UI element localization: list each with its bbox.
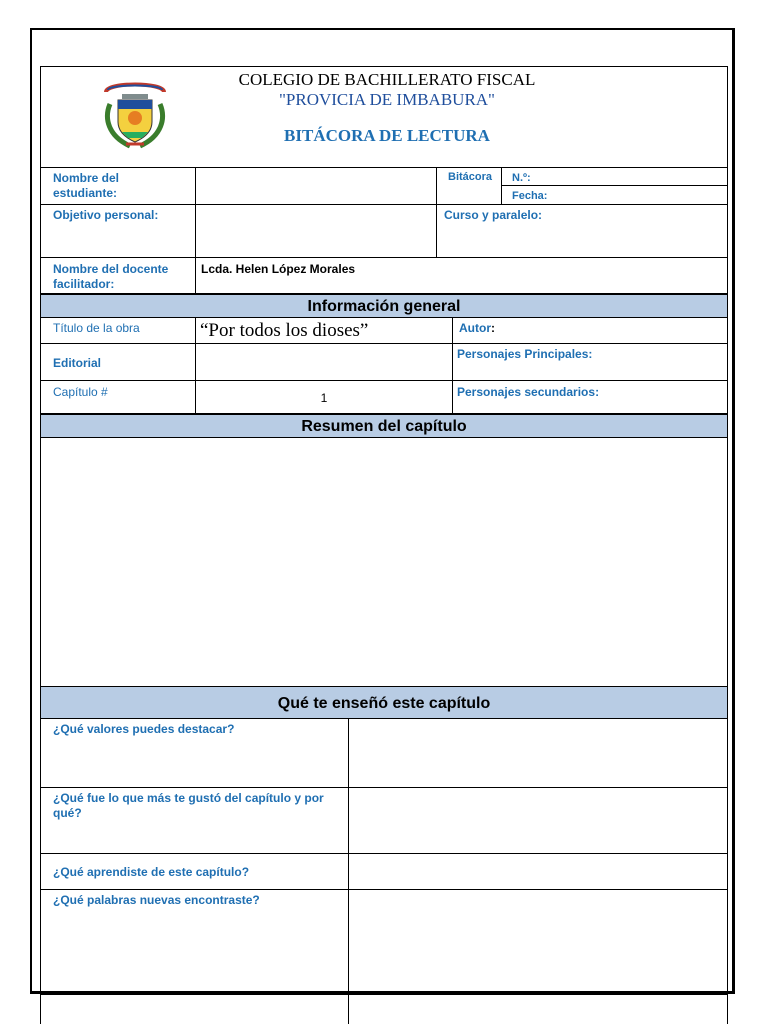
bitacora-label: Bitácora	[448, 171, 493, 183]
summary-field[interactable]	[40, 437, 728, 687]
question-learned: ¿Qué aprendiste de este capítulo?	[53, 865, 250, 879]
student-name-label: Nombre del estudiante:	[53, 171, 120, 200]
summary-heading: Resumen del capítulo	[40, 414, 728, 438]
main-characters-label: Personajes Principales:	[457, 347, 593, 361]
course-label: Curso y paralelo:	[444, 208, 543, 222]
answer-learned[interactable]	[349, 854, 727, 889]
general-info-heading: Información general	[40, 294, 728, 318]
work-title-label: Título de la obra	[53, 321, 140, 335]
question-new-words: ¿Qué palabras nuevas encontraste?	[53, 893, 260, 907]
publisher-field[interactable]	[196, 344, 452, 380]
teacher-label: Nombre del docente facilitador:	[53, 262, 169, 291]
goal-field[interactable]	[196, 205, 436, 257]
date-field[interactable]	[552, 186, 726, 204]
date-label: Fecha:	[512, 190, 548, 202]
work-title-value: “Por todos los dioses”	[200, 320, 369, 341]
chapter-label: Capítulo #	[53, 385, 108, 399]
publisher-label: Editorial	[53, 356, 102, 370]
number-field[interactable]	[540, 168, 726, 185]
answer-liked[interactable]	[349, 788, 727, 853]
answer-new-words[interactable]	[349, 890, 727, 994]
question-liked: ¿Qué fue lo que más te gustó del capítulo y por qué?	[53, 791, 324, 820]
author-label: Autor:	[459, 321, 495, 335]
teacher-value: Lcda. Helen López Morales	[201, 262, 356, 276]
learning-heading: Qué te enseñó este capítulo	[40, 686, 728, 719]
school-name: COLEGIO DE BACHILLERATO FISCAL	[238, 70, 536, 89]
chapter-value: 1	[320, 391, 328, 405]
number-label: N.º:	[512, 172, 531, 184]
answer-values[interactable]	[349, 719, 727, 787]
question-values: ¿Qué valores puedes destacar?	[53, 722, 235, 736]
school-province: "PROVICIA DE IMBABURA"	[278, 90, 495, 109]
page-title: BITÁCORA DE LECTURA	[284, 126, 490, 145]
goal-label: Objetivo personal:	[53, 208, 159, 222]
school-crest-icon	[100, 74, 170, 150]
secondary-characters-label: Personajes secundarios:	[457, 385, 600, 399]
course-field[interactable]	[437, 224, 727, 257]
student-name-field[interactable]	[196, 168, 436, 204]
